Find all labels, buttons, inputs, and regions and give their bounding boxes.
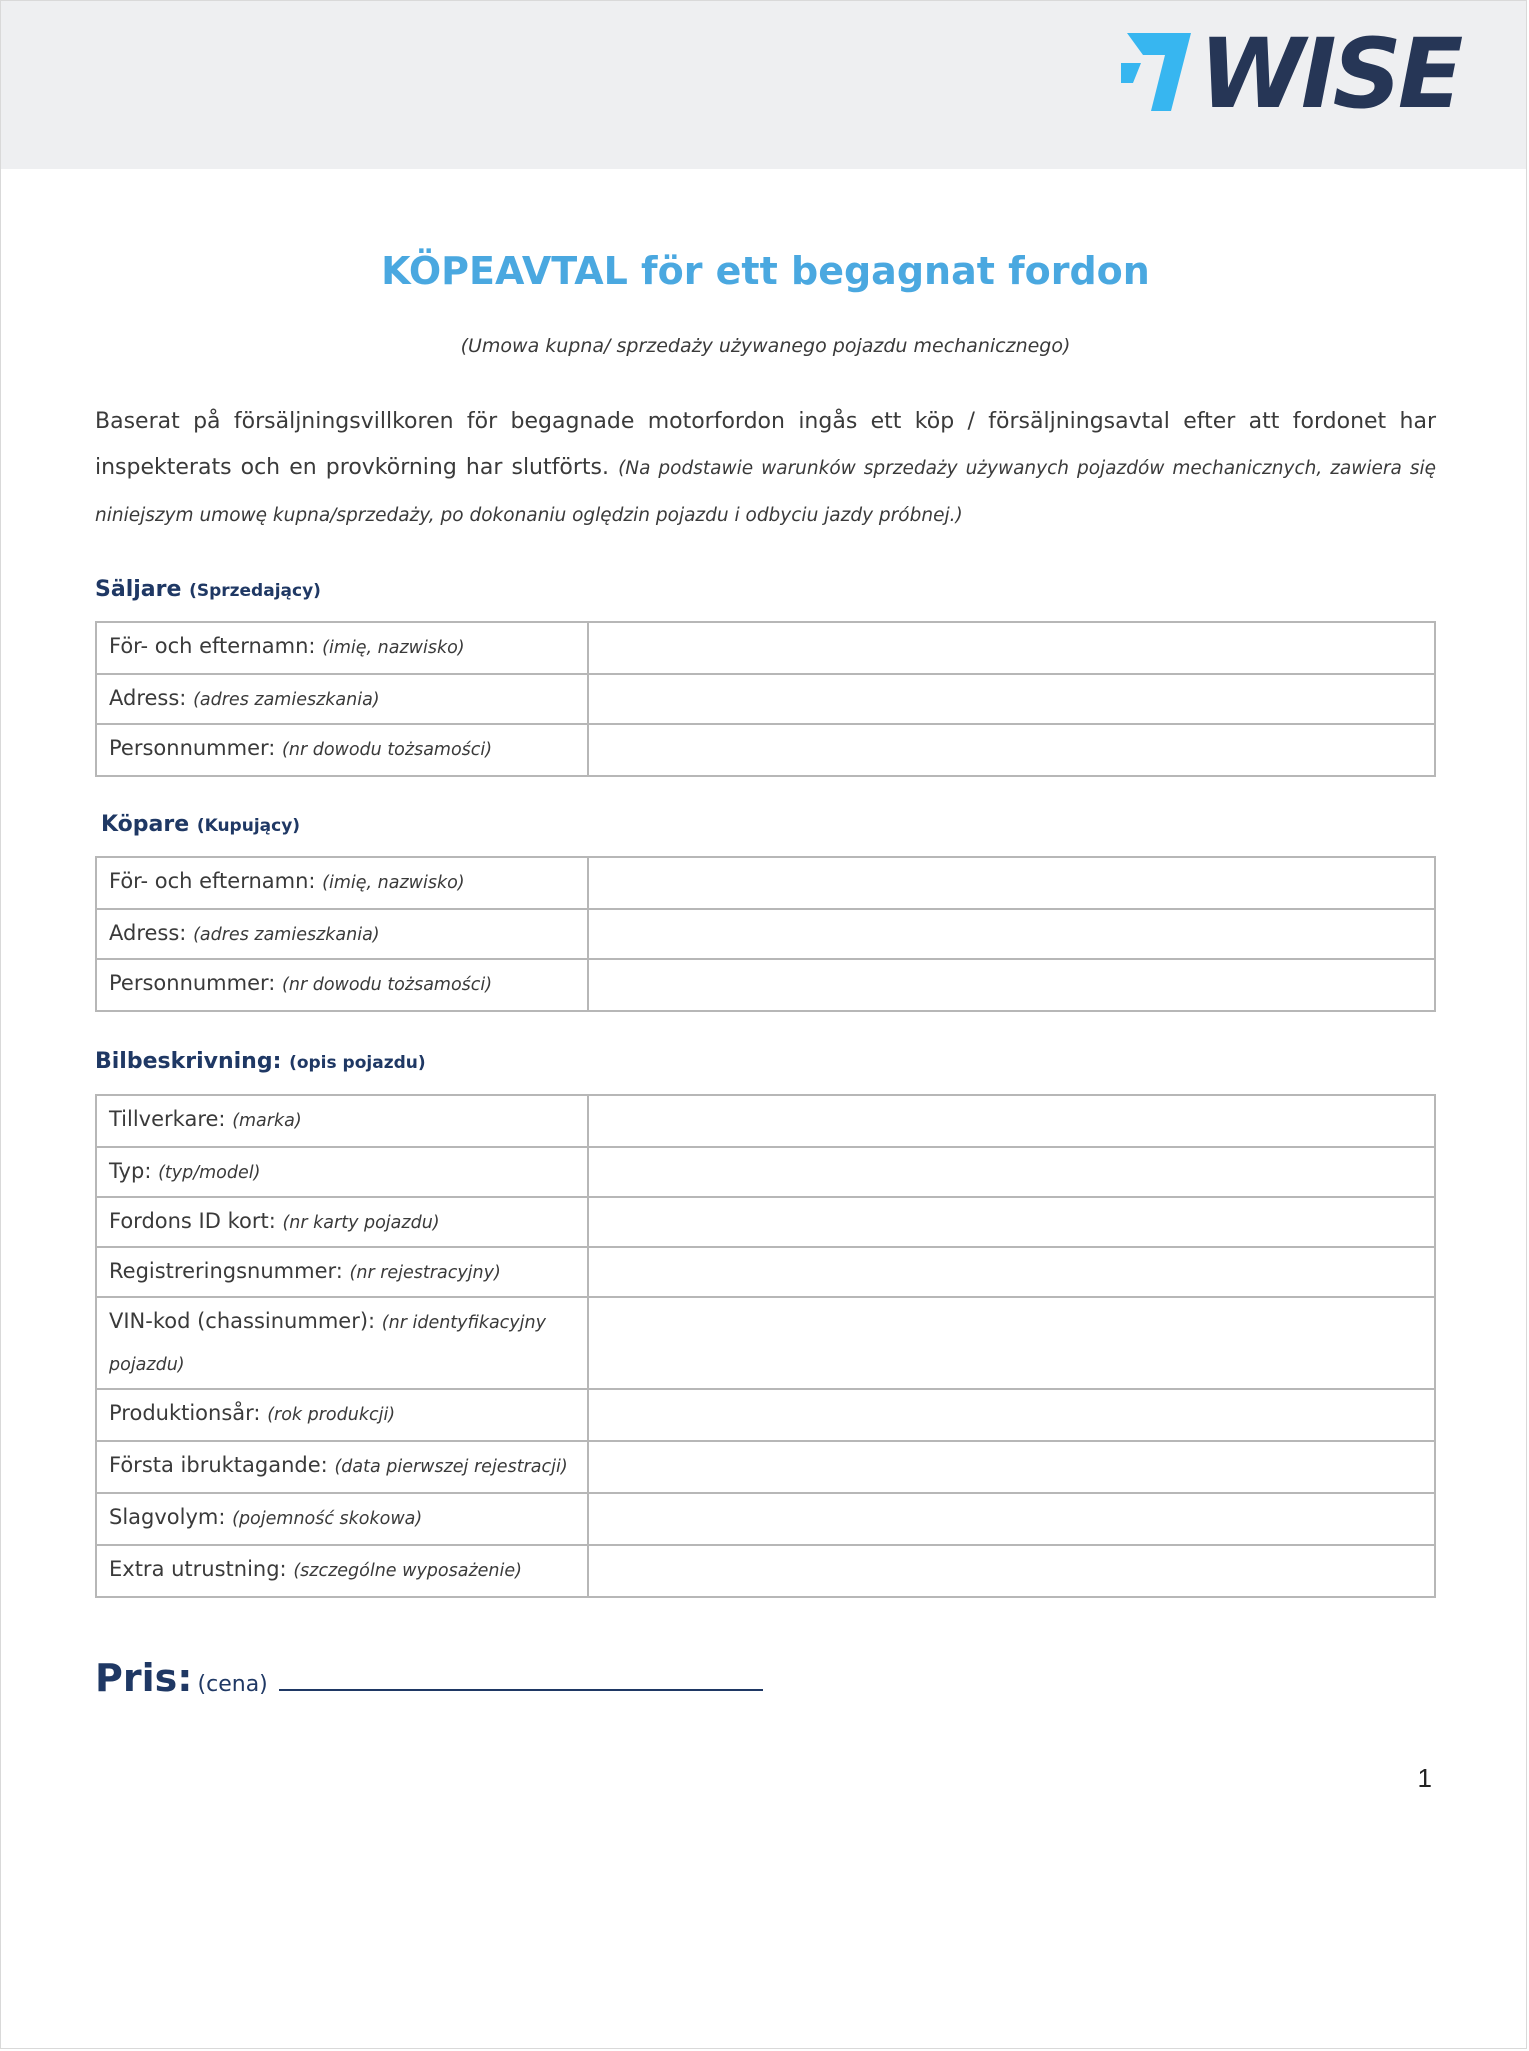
table-row <box>96 1197 1435 1247</box>
label-sv: Fordons ID kort: <box>109 1209 276 1233</box>
label-sv: VIN-kod (chassinummer): <box>109 1309 376 1333</box>
label-sv: Produktionsår: <box>109 1401 261 1425</box>
intro-polish: (Na podstawie warunków sprzedaży używanych pojazdów mechanicznych, zawiera się niniejszym umowę kupna/sprzedaży, po dokonaniu oględzin pojazdu i odbyciu jazdy próbnej.) <box>95 458 1436 526</box>
label-sv: Tillverkare: <box>109 1107 226 1131</box>
buyer-address-label <box>96 909 588 959</box>
vehicle-first-registration-field[interactable] <box>588 1441 1435 1493</box>
label-pl: (nr rejestracyjny) <box>349 1263 501 1283</box>
table-row <box>96 674 1435 724</box>
vehicle-id-card-field[interactable] <box>588 1197 1435 1247</box>
label-pl: (marka) <box>232 1111 302 1131</box>
table-row <box>96 1247 1435 1297</box>
document-title: KÖPEAVTAL för ett begagnat fordon <box>381 249 1150 293</box>
seller-table <box>95 621 1436 777</box>
table-row <box>96 1545 1435 1597</box>
label-pl: (szczególne wyposażenie) <box>293 1561 522 1581</box>
buyer-id-field[interactable] <box>588 959 1435 1011</box>
seller-name-label <box>96 622 588 674</box>
seller-heading-sv: Säljare <box>95 577 182 602</box>
price-row <box>95 1656 763 1700</box>
vehicle-heading-sv: Bilbeskrivning: <box>95 1049 282 1074</box>
table-row <box>96 857 1435 909</box>
label-sv: Personnummer: <box>109 971 276 995</box>
table-row <box>96 1493 1435 1545</box>
buyer-heading-sv: Köpare <box>101 812 190 837</box>
header-band <box>1 1 1526 169</box>
label-sv: Extra utrustning: <box>109 1557 287 1581</box>
label-sv: Slagvolym: <box>109 1505 226 1529</box>
label-sv: Typ: <box>109 1159 152 1183</box>
buyer-id-label <box>96 959 588 1011</box>
table-row <box>96 1441 1435 1493</box>
table-row <box>96 909 1435 959</box>
vehicle-registration-label <box>96 1247 588 1297</box>
vehicle-id-card-label <box>96 1197 588 1247</box>
seller-name-field[interactable] <box>588 622 1435 674</box>
buyer-heading <box>101 812 300 837</box>
vehicle-extras-label <box>96 1545 588 1597</box>
label-pl: (nr dowodu tożsamości) <box>282 975 493 995</box>
vehicle-heading-pl: (opis pojazdu) <box>289 1053 426 1073</box>
vehicle-displacement-label <box>96 1493 588 1545</box>
vehicle-vin-field[interactable] <box>588 1297 1435 1389</box>
label-pl: (data pierwszej rejestracji) <box>334 1457 568 1477</box>
vehicle-vin-label <box>96 1297 588 1389</box>
vehicle-year-label <box>96 1389 588 1441</box>
price-field[interactable] <box>279 1661 763 1691</box>
seller-address-field[interactable] <box>588 674 1435 724</box>
wise-wordmark: WISE <box>1199 29 1460 117</box>
vehicle-make-label <box>96 1095 588 1147</box>
label-pl: (typ/model) <box>158 1163 261 1183</box>
vehicle-first-registration-label <box>96 1441 588 1493</box>
table-row <box>96 1389 1435 1441</box>
label-pl: (nr identyfikacyjny pojazdu) <box>109 1313 546 1375</box>
label-sv: Adress: <box>109 921 187 945</box>
label-sv: Personnummer: <box>109 736 276 760</box>
table-row <box>96 959 1435 1011</box>
label-pl: (adres zamieszkania) <box>193 925 380 945</box>
intro-swedish: Baserat på försäljningsvillkoren för begagnade motorfordon ingås ett köp / försäljningsavtal efter att fordonet har inspekterats och en provkörning har slutförts. <box>95 409 1436 480</box>
label-pl: (imię, nazwisko) <box>322 638 465 658</box>
label-pl: (rok produkcji) <box>267 1405 396 1425</box>
vehicle-type-label <box>96 1147 588 1197</box>
table-row <box>96 1095 1435 1147</box>
buyer-table <box>95 856 1436 1012</box>
buyer-address-field[interactable] <box>588 909 1435 959</box>
label-sv: Adress: <box>109 686 187 710</box>
label-sv: För- och efternamn: <box>109 869 316 893</box>
table-row <box>96 622 1435 674</box>
buyer-heading-pl: (Kupujący) <box>196 816 301 836</box>
seller-id-field[interactable] <box>588 724 1435 776</box>
table-row <box>96 1147 1435 1197</box>
vehicle-table <box>95 1094 1436 1598</box>
page-number: 1 <box>1417 1763 1432 1793</box>
wise-flag-icon <box>1121 33 1191 111</box>
intro-paragraph <box>95 399 1436 539</box>
seller-heading <box>95 577 321 602</box>
seller-id-label <box>96 724 588 776</box>
buyer-name-label <box>96 857 588 909</box>
label-pl: (pojemność skokowa) <box>232 1509 423 1529</box>
label-sv: Första ibruktagande: <box>109 1453 328 1477</box>
document-subtitle: (Umowa kupna/ sprzedaży używanego pojazdu mechanicznego) <box>460 335 1071 357</box>
vehicle-heading <box>95 1049 426 1074</box>
buyer-name-field[interactable] <box>588 857 1435 909</box>
label-sv: För- och efternamn: <box>109 634 316 658</box>
vehicle-make-field[interactable] <box>588 1095 1435 1147</box>
price-label: Pris: <box>95 1656 193 1700</box>
vehicle-displacement-field[interactable] <box>588 1493 1435 1545</box>
vehicle-registration-field[interactable] <box>588 1247 1435 1297</box>
vehicle-type-field[interactable] <box>588 1147 1435 1197</box>
label-pl: (adres zamieszkania) <box>193 690 380 710</box>
label-sv: Registreringsnummer: <box>109 1259 343 1283</box>
label-pl: (nr karty pojazdu) <box>282 1213 440 1233</box>
label-pl: (nr dowodu tożsamości) <box>282 740 493 760</box>
wise-logo <box>1121 29 1481 117</box>
vehicle-year-field[interactable] <box>588 1389 1435 1441</box>
vehicle-extras-field[interactable] <box>588 1545 1435 1597</box>
table-row <box>96 724 1435 776</box>
price-label-pl: (cena) <box>197 1672 268 1697</box>
label-pl: (imię, nazwisko) <box>322 873 465 893</box>
seller-address-label <box>96 674 588 724</box>
seller-heading-pl: (Sprzedający) <box>189 581 321 601</box>
table-row <box>96 1297 1435 1389</box>
